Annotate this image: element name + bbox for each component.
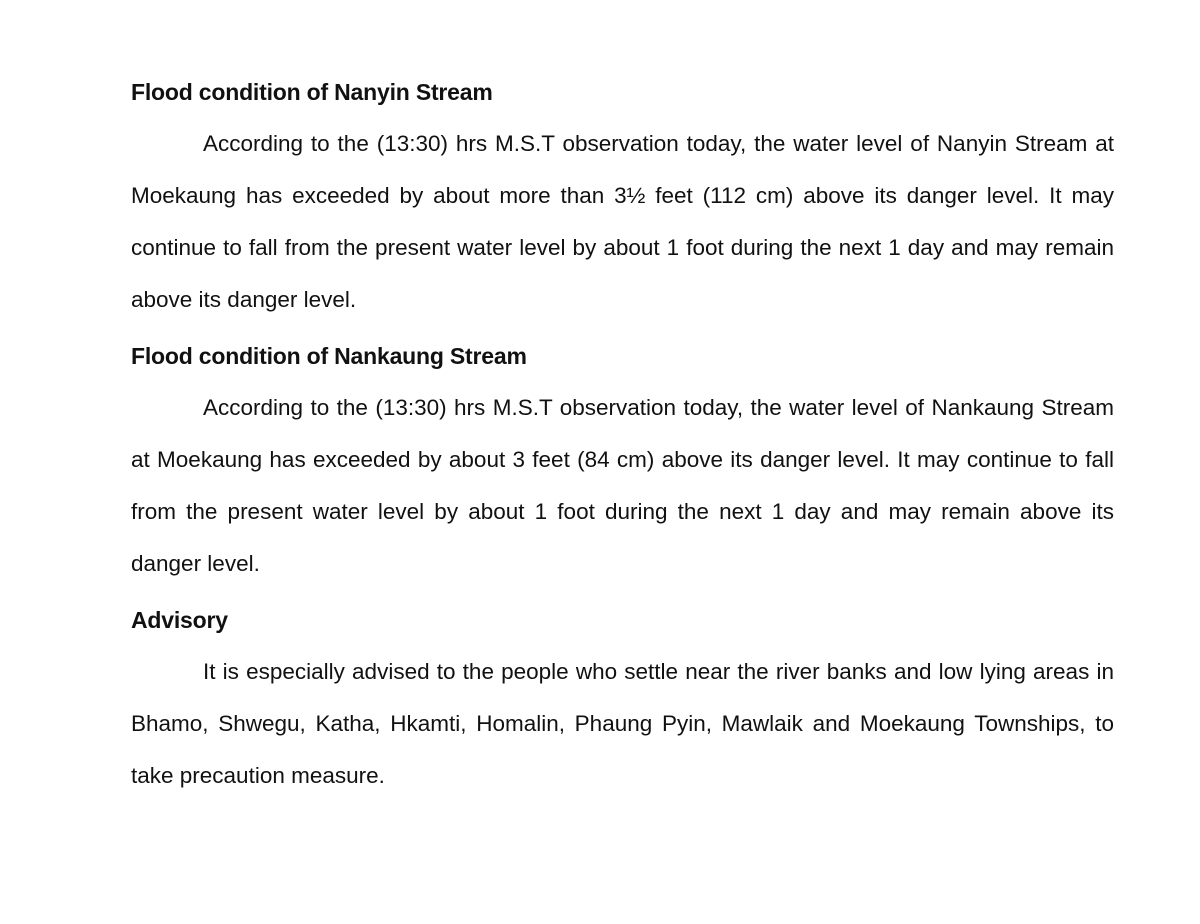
section-heading-nanyin: Flood condition of Nanyin Stream: [131, 79, 493, 105]
section-body-advisory: It is especially advised to the people who settle near the river banks and low lying areas in Bhamo, Shwegu, Katha, Hkamti, Homalin, Phaung Pyin, Mawlaik and Moekaung Townships, to take precaution measure.: [131, 659, 1114, 788]
document-page: [131, 72, 1114, 802]
section-heading-nankaung: Flood condition of Nankaung Stream: [131, 343, 527, 369]
section-body-nanyin: According to the (13:30) hrs M.S.T observation today, the water level of Nanyin Stream at Moekaung has exceeded by about more than 3½ feet (112 cm) above its danger level. It may continue to fall from the present water level by about 1 foot during the next 1 day and may remain above its danger level.: [131, 131, 1114, 312]
section-heading-advisory: Advisory: [131, 607, 228, 633]
section-body-nankaung: According to the (13:30) hrs M.S.T observation today, the water level of Nankaung Stream at Moekaung has exceeded by about 3 feet (84 cm) above its danger level. It may continue to fall from the present water level by about 1 foot during the next 1 day and may remain above its danger level.: [131, 395, 1114, 576]
